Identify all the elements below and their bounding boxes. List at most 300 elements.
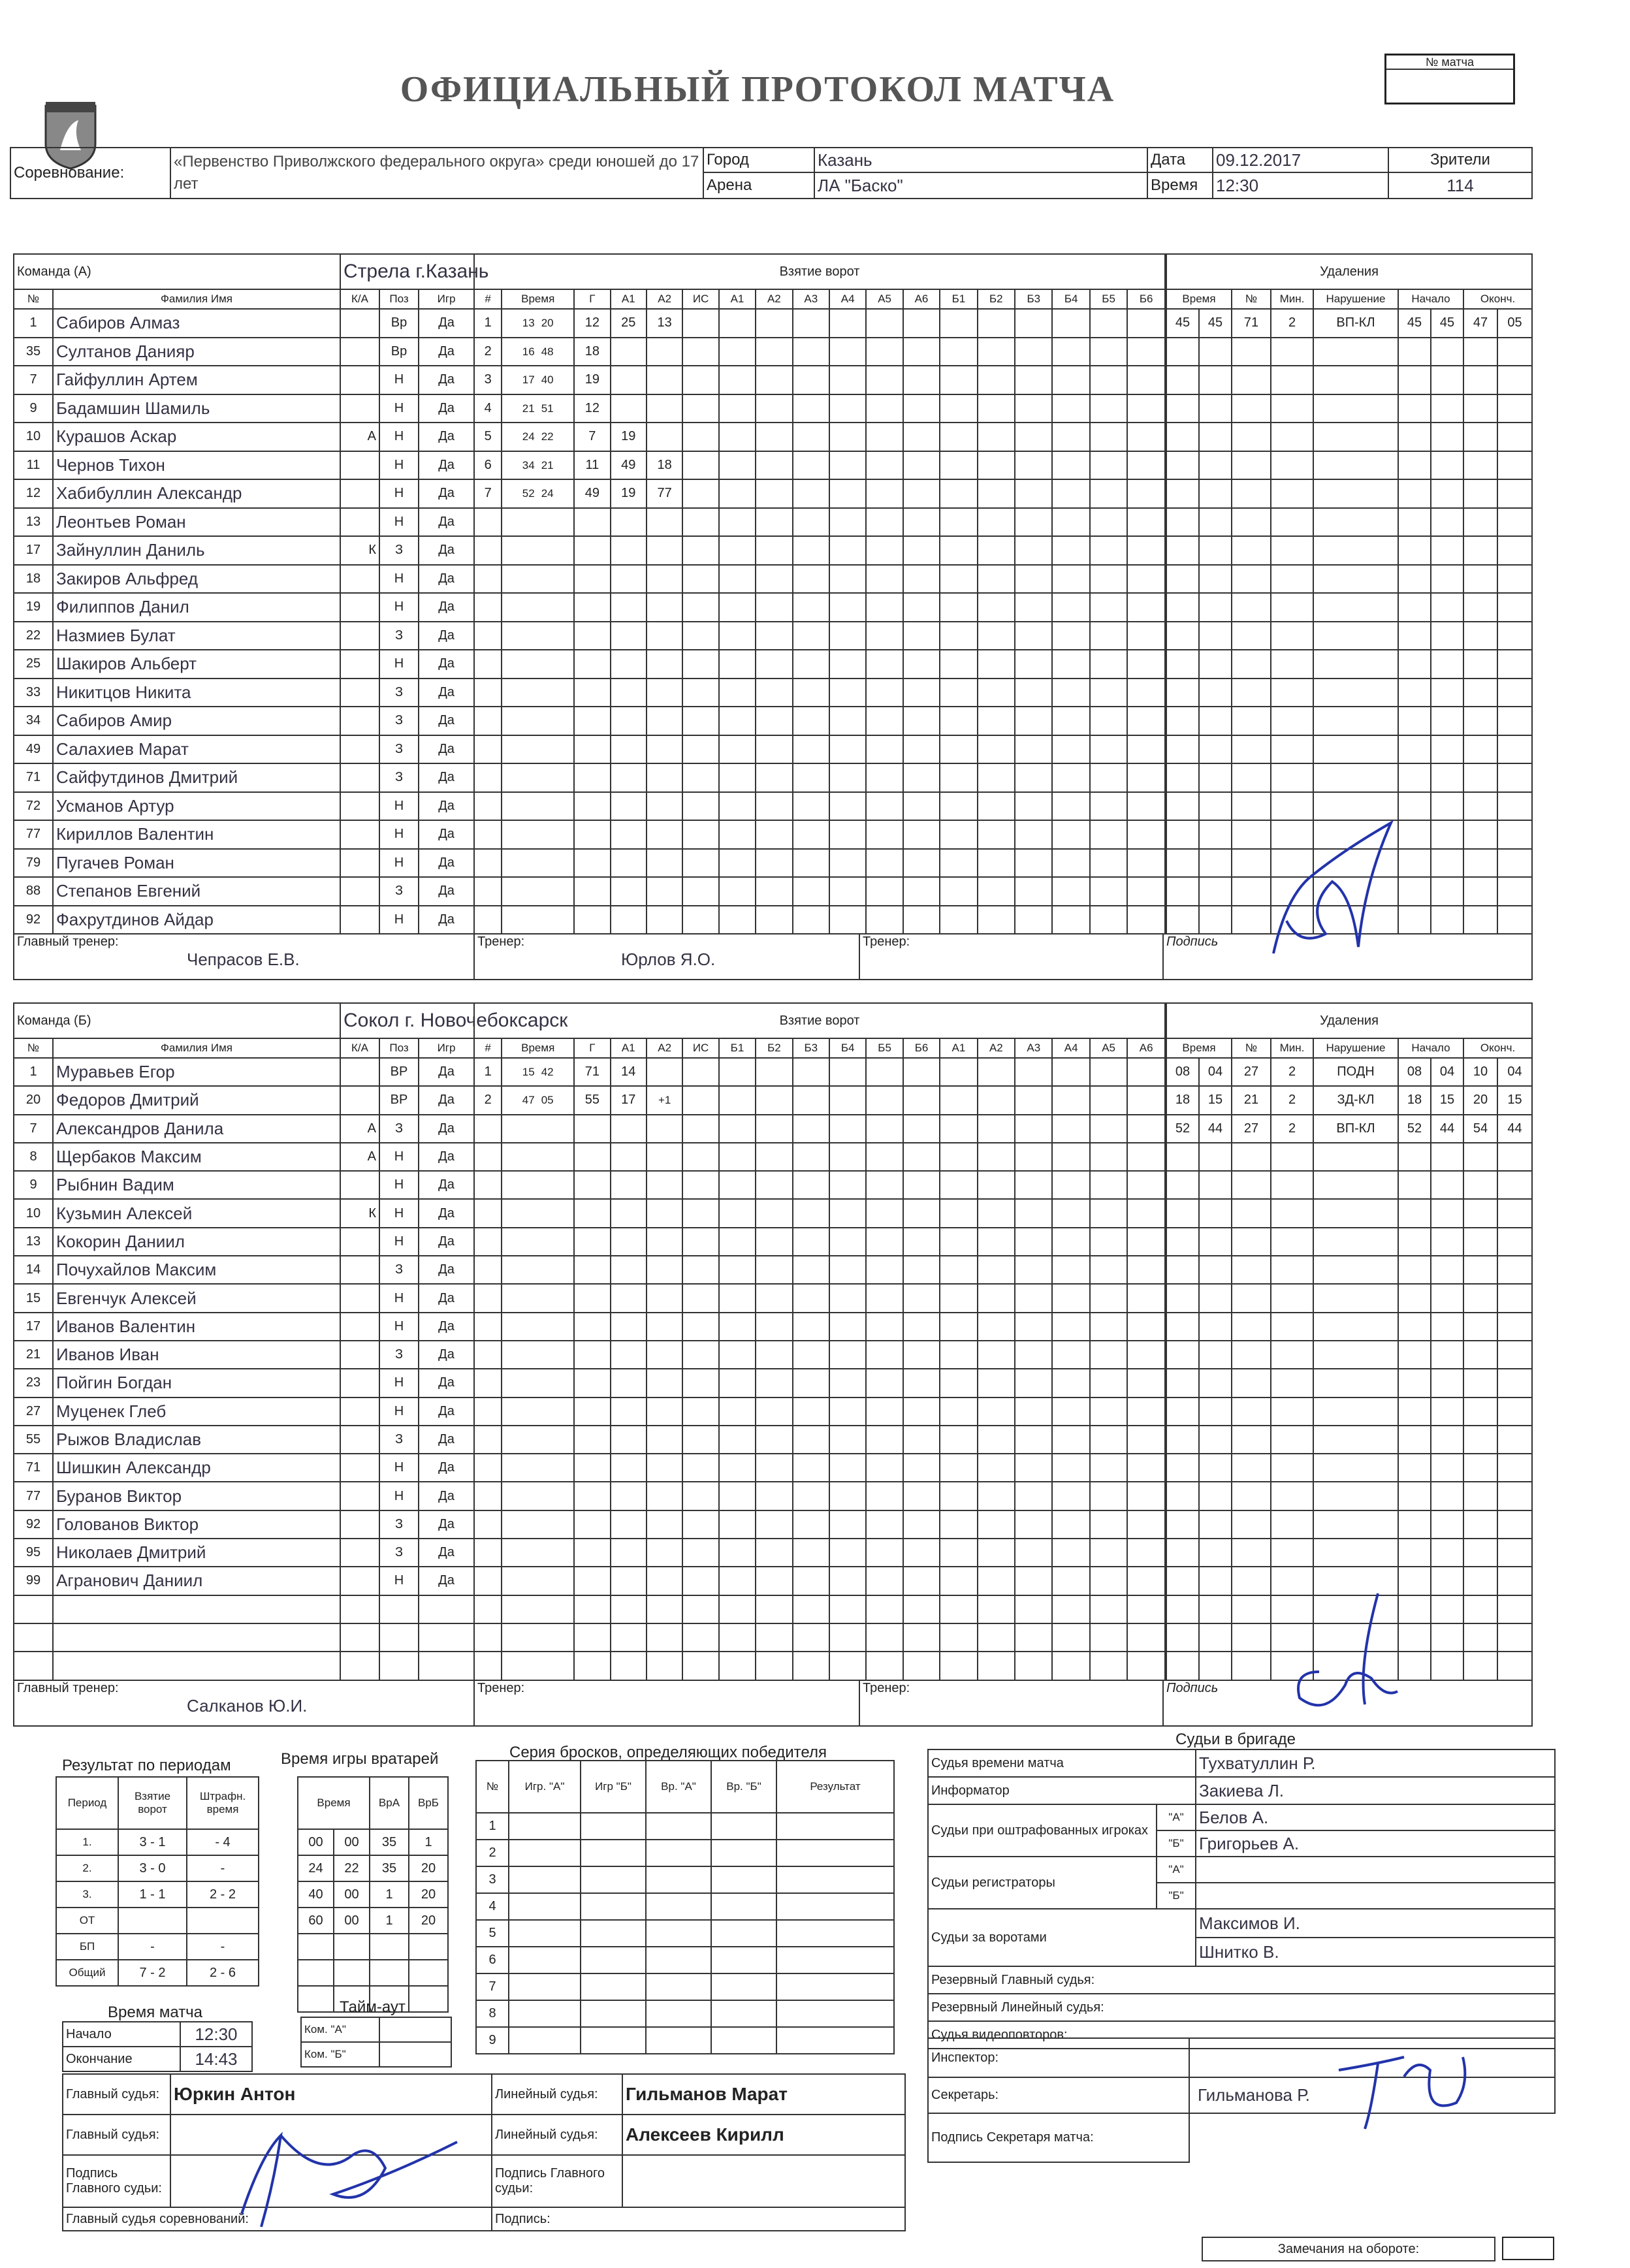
penalty-cell: 20 [1463,1086,1497,1114]
goal-cell [978,565,1015,594]
penalty-cell [1271,763,1313,792]
penalty-cell [1199,763,1232,792]
goal-cell [1052,792,1089,821]
goalie-cell: 1 [370,1908,409,1934]
goal-row [474,1228,1165,1256]
goal-cell [756,394,792,423]
penalty-cell [1497,622,1532,650]
goal-cell [719,877,756,906]
coach-name: Юрлов Я.О. [621,950,716,969]
goal-cell [1090,508,1127,537]
shootout-cell [646,2027,711,2054]
goal-cell [647,593,682,622]
goal-row [474,707,1165,735]
goal-cell [682,1369,718,1397]
goal-cell [978,707,1015,735]
player-n: 17 [14,536,53,565]
penalty-cell [1166,1199,1199,1227]
shootout-cell [646,2000,711,2027]
col-play: Игр [419,1038,474,1058]
penalty-cell [1313,366,1398,394]
player-n: 99 [14,1567,53,1595]
shootout-cell [776,2027,894,2054]
penalty-cell: 44 [1199,1115,1232,1143]
shootout-cell [776,1893,894,1920]
team-label: Команда (Б) [14,1003,340,1038]
goal-cell [1052,1426,1089,1454]
goal-cell [756,1595,792,1623]
goal-cell [940,1369,977,1397]
penalty-cell [1463,565,1497,594]
goal-cell [611,1595,647,1623]
goal-cell [682,593,718,622]
goal-cell [611,536,647,565]
goal-cell [1127,1256,1165,1284]
goal-cell [1090,1143,1127,1171]
player-play: Да [419,1143,474,1171]
goal-cell [502,906,574,934]
goal-cell [903,1539,940,1567]
goal-cell [829,763,866,792]
goal-cell [793,792,829,821]
player-ka [340,906,379,934]
penalty-cell [1232,1256,1271,1284]
penalty-cell: 52 [1398,1115,1431,1143]
goal-col: А5 [1090,1038,1127,1058]
period-cell [187,1908,259,1934]
goal-cell [647,622,682,650]
goal-cell [793,650,829,679]
goal-cell [719,565,756,594]
signature-referee [222,2116,470,2240]
goal-cell [574,849,610,878]
penalty-row [1166,1143,1532,1171]
player-name: Зайнуллин Даниль [53,536,340,565]
goal-row [474,1256,1165,1284]
penalty-cell [1199,1510,1232,1539]
goal-cell [940,565,977,594]
goal-row [474,679,1165,707]
penalty-cell: 10 [1463,1058,1497,1086]
goal-cell [1015,1369,1052,1397]
player-pos: З [379,1115,419,1143]
shootout-cell [776,1866,894,1893]
goal-cell [611,1143,647,1171]
goal-cell [756,1454,792,1482]
penalty-cell [1232,763,1271,792]
goalie-cell [409,1986,448,2012]
goal-cell [647,679,682,707]
penalty-cell [1398,1454,1431,1482]
penalty-cell [1431,735,1463,764]
player-n: 22 [14,622,53,650]
goal-row [474,394,1165,423]
goal-col: Г [574,289,610,309]
player-play [419,1652,474,1680]
goal-cell [903,1369,940,1397]
penalty-cell [1463,1454,1497,1482]
goal-cell [1052,451,1089,480]
player-ka [340,1058,379,1086]
shootout-row [476,1947,894,1973]
goal-cell [611,1115,647,1143]
goal-cell [756,707,792,735]
penalty-cell [1431,1313,1463,1341]
goal-cell [1127,1369,1165,1397]
player-pos [379,1623,419,1652]
player-ka [340,1086,379,1114]
goal-cell [719,1058,756,1086]
penalty-cell [1398,479,1431,508]
goal-cell [682,906,718,934]
goal-cell [756,508,792,537]
penalty-cell [1271,1482,1313,1510]
player-pos: Н [379,593,419,622]
goal-cell [1090,1115,1127,1143]
player-play: Да [419,1313,474,1341]
player-play: Да [419,792,474,821]
goal-cell [793,1369,829,1397]
penalty-cell [1463,1199,1497,1227]
goal-col: А1 [940,1038,977,1058]
penalty-cell [1199,1313,1232,1341]
shootout-cell [711,2027,776,2054]
player-name: Муравьев Егор [53,1058,340,1086]
player-row [14,508,474,537]
player-play [419,1595,474,1623]
penalty-cell [1166,1595,1199,1623]
goal-cell [903,394,940,423]
goal-cell [793,565,829,594]
penalty-cell [1232,1623,1271,1652]
player-row [14,1510,474,1539]
player-row [14,1143,474,1171]
goal-minute: 21 [522,402,535,415]
penalty-cell [1199,1398,1232,1426]
player-name: Евгенчук Алексей [53,1284,340,1312]
penalty-cell [1313,338,1398,366]
penalty-cell [1313,1539,1398,1567]
penalty-cell [1497,593,1532,622]
goal-cell [502,1143,574,1171]
player-n: 33 [14,679,53,707]
goal-cell [719,1115,756,1143]
penalty-cell [1313,1228,1398,1256]
penalty-cell [1313,394,1398,423]
goal-col: А2 [756,289,792,309]
penalty-cell [1199,1256,1232,1284]
spectators-label: Зрители [1388,148,1532,172]
player-play: Да [419,366,474,394]
penalty-row [1166,1539,1532,1567]
penalty-cell [1232,451,1271,480]
goal-cell [1127,1426,1165,1454]
player-name: Никитцов Никита [53,679,340,707]
goal-row [474,593,1165,622]
goal-cell [1090,622,1127,650]
goal-cell [1127,1086,1165,1114]
penalty-cell [1271,593,1313,622]
goal-row [474,508,1165,537]
player-n: 11 [14,451,53,480]
goalie-cell: 24 [298,1855,334,1881]
penalty-cell [1199,1652,1232,1680]
penalty-row [1166,1454,1532,1482]
penalty-cell [1497,1284,1532,1312]
goal-cell [611,1652,647,1680]
shootout-cell [711,1813,776,1840]
col-name: Фамилия Имя [53,1038,340,1058]
officials-table: Судья времени матча Тухватуллин Р. Информатор Закиева Л. Судьи при оштрафованных игроках "А" Белов А. "Б" Григорьев А. Судьи регистраторы "А" "Б" Судьи за воротами Максимов И. Шнитко В. Резервный Главный судья: Резервный Линейный судья: Судья видеоповторов: [927,1749,1556,2049]
penalty-cell [1232,1199,1271,1227]
goal-cell [756,1115,792,1143]
goal-cell [574,1199,610,1227]
goal-cell [682,479,718,508]
penalty-cell: 18 [1398,1086,1431,1114]
penalty-cell [1166,423,1199,451]
penalty-cell [1232,366,1271,394]
penalty-cell [1199,679,1232,707]
goal-cell [903,877,940,906]
player-pos: Н [379,1567,419,1595]
goal-cell [502,820,574,849]
player-n [14,1623,53,1652]
penalty-row [1166,1171,1532,1199]
player-name: Сайфутдинов Дмитрий [53,763,340,792]
goal-cell [574,707,610,735]
goalie-col: Время [298,1777,370,1829]
goal-cell [502,1284,574,1312]
penalty-row [1166,1256,1532,1284]
penalty-cell [1497,1539,1532,1567]
goal-cell [574,1341,610,1369]
penalty-cell [1271,1539,1313,1567]
player-pos [379,1652,419,1680]
player-name: Сабиров Амир [53,707,340,735]
penalty-cell [1271,479,1313,508]
goal-cell [502,1058,574,1086]
player-ka [340,338,379,366]
goal-cell [829,1398,866,1426]
goal-cell [682,1256,718,1284]
player-ka [340,735,379,764]
penalty-cell [1497,679,1532,707]
goal-cell [1052,763,1089,792]
goal-cell [1127,1567,1165,1595]
goal-cell [682,650,718,679]
goal-cell [474,1313,502,1341]
arena-label: Арена [703,172,814,199]
goal-cell [1127,1143,1165,1171]
goal-cell [866,423,903,451]
goals-title: Взятие ворот [474,254,1165,289]
penalty-cell [1271,536,1313,565]
goal-cell [682,536,718,565]
penalty-cell [1398,1341,1431,1369]
goal-cell [903,1652,940,1680]
goal-cell [940,508,977,537]
goal-cell: 13 [647,309,682,338]
goalie-cell [334,1960,370,1986]
penalty-cell [1166,1171,1199,1199]
period-cell: БП [56,1934,118,1960]
goal-cell [978,536,1015,565]
coach2-cell [859,1680,1163,1726]
penalty-cell [1431,479,1463,508]
goal-cell [866,1143,903,1171]
goal-cell [719,849,756,878]
penalty-cell [1166,366,1199,394]
period-cell: 3 - 0 [118,1855,187,1881]
goal-cell [1052,1454,1089,1482]
penalty-cell [1431,1369,1463,1397]
player-ka [340,1510,379,1539]
goal-cell [1090,593,1127,622]
penalty-cell [1166,877,1199,906]
penalty-cell [1463,877,1497,906]
penalty-row [1166,536,1532,565]
penalty-cell [1232,1510,1271,1539]
goal-cell [903,1199,940,1227]
goal-cell [866,679,903,707]
goal-cell: 25 [611,309,647,338]
goal-cell: 49 [574,479,610,508]
signature-secretary [1326,2044,1482,2142]
player-pos: Н [379,1482,419,1510]
player-row [14,1284,474,1312]
goalie-cell: 1 [370,1881,409,1908]
goal-row [474,366,1165,394]
penalty-cell [1497,1256,1532,1284]
goal-cell [611,1623,647,1652]
penalty-cell [1271,1510,1313,1539]
goal-cell [940,1171,977,1199]
goal-cell [719,1086,756,1114]
penalty-cell [1199,1426,1232,1454]
timeout-table: Ком. "А" Ком. "Б" [300,2017,452,2068]
goal-col: А6 [903,289,940,309]
penalty-cell [1497,1567,1532,1595]
player-pos: Н [379,1313,419,1341]
player-name: Степанов Евгений [53,877,340,906]
goal-cell [611,877,647,906]
player-row [14,593,474,622]
player-row [14,1341,474,1369]
goal-cell [719,1199,756,1227]
goalie-row [298,1855,448,1881]
penalty-cell [1199,820,1232,849]
penalty-cell [1313,1398,1398,1426]
penalty-cell [1497,1623,1532,1652]
penalty-row [1166,508,1532,537]
goal-cell [474,1510,502,1539]
penalty-cell: 2 [1271,1086,1313,1114]
penalty-cell [1497,1652,1532,1680]
player-play: Да [419,1171,474,1199]
penalty-cell [1398,1284,1431,1312]
goal-cell [574,1313,610,1341]
penalty-cell [1199,622,1232,650]
goal-cell [756,423,792,451]
goal-cell [829,508,866,537]
player-row [14,1086,474,1114]
player-row [14,622,474,650]
penalty-cell [1497,338,1532,366]
penalty-cell: ПОДН [1313,1058,1398,1086]
penalty-cell: ВП-КЛ [1313,309,1398,338]
goal-cell [647,735,682,764]
goal-cell [1015,1454,1052,1482]
goal-cell [829,877,866,906]
goalie-cell [298,1986,334,2012]
player-ka [340,1623,379,1652]
goal-cell [719,394,756,423]
penalty-cell [1431,792,1463,821]
penalty-cell [1431,877,1463,906]
goal-cell [793,536,829,565]
penalty-cell [1463,394,1497,423]
player-play: Да [419,849,474,878]
penalty-cell [1199,1199,1232,1227]
penalty-cell [1313,1313,1398,1341]
goal-cell [978,309,1015,338]
player-name: Голованов Виктор [53,1510,340,1539]
goal-cell [574,906,610,934]
penalty-cell [1166,792,1199,821]
goal-cell [502,1313,574,1341]
signature-team-a [1260,816,1411,980]
goal-cell [829,1369,866,1397]
goal-cell [866,1228,903,1256]
penalty-cell [1398,1143,1431,1171]
player-ka [340,1652,379,1680]
penalty-cell [1313,593,1398,622]
penalty-cell: 45 [1398,309,1431,338]
player-pos: Н [379,565,419,594]
goal-cell [1052,1058,1089,1086]
goal-cell: 7 [574,423,610,451]
penalty-cell [1463,650,1497,679]
penalty-cell [1166,338,1199,366]
player-n: 21 [14,1341,53,1369]
shootout-cell [711,1920,776,1947]
penalty-cell [1232,1454,1271,1482]
goal-cell [1090,1539,1127,1567]
penalty-cell [1398,394,1431,423]
goal-cell: 2 [474,338,502,366]
goal-cell [647,849,682,878]
penalty-cell [1313,650,1398,679]
penalty-cell [1463,707,1497,735]
penalty-cell [1232,593,1271,622]
goal-cell [903,1228,940,1256]
penalty-cell [1497,1199,1532,1227]
goal-cell [793,366,829,394]
player-name: Николаев Дмитрий [53,1539,340,1567]
goal-cell [502,877,574,906]
player-row [14,1567,474,1595]
goal-cell: 7 [474,479,502,508]
penalty-cell [1232,479,1271,508]
goal-cell [829,423,866,451]
goal-cell [903,1567,940,1595]
goal-cell [940,877,977,906]
penalty-cell [1431,849,1463,878]
player-ka [340,1567,379,1595]
penalty-cell [1166,1313,1199,1341]
goal-cell [756,1341,792,1369]
goal-second: 24 [541,487,554,500]
